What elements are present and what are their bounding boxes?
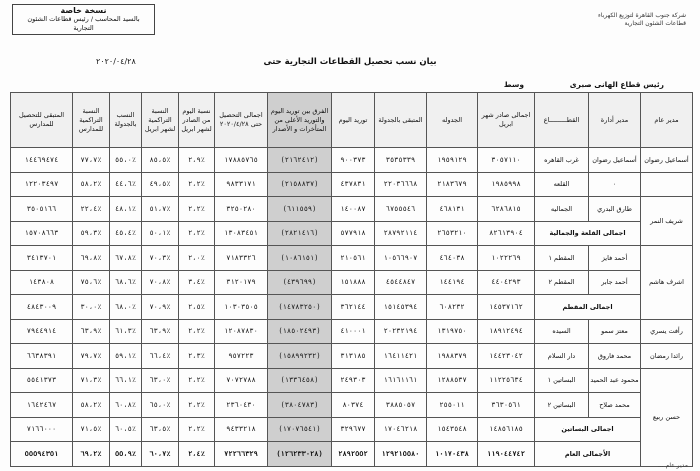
diff-cell: (٣٨٠٤٧٨٣) bbox=[268, 393, 332, 418]
psch-cell: ٪٦٩،٢ bbox=[73, 442, 110, 467]
column-header: المتبقى للتحصيل للمدارس bbox=[11, 93, 73, 148]
manager-cell: أحمد فايز bbox=[589, 246, 641, 271]
sched-cell: ٦٠٨٢٣٢ bbox=[427, 295, 478, 320]
issued-cell: ١٩٨٥٩٩٨ bbox=[478, 172, 535, 197]
sched-cell: ٤٦٤٠٣٨ bbox=[427, 246, 478, 271]
coll-cell: ٣٢٥٠٢٨٠ bbox=[215, 197, 268, 222]
psch-cell: ٪٦٩،٨ bbox=[73, 246, 110, 271]
today-cell: ١٤٠٠٨٧ bbox=[332, 197, 375, 222]
today-cell: ٣٦٢١٤٤ bbox=[332, 295, 375, 320]
ps-cell: ٪٦٠،٥ bbox=[110, 417, 142, 442]
report-title: بيان نسب تحصيل القطاعات التجارية حتى bbox=[263, 57, 437, 67]
pc-cell: ٪٤٩،٥ bbox=[142, 172, 179, 197]
rsch-cell: ١٤٤٦٩٤٧٤ bbox=[11, 148, 73, 173]
rsch-cell: ١٥٧٠٨٦٦٣ bbox=[11, 221, 73, 246]
ps-cell: ٪٦٠،٨ bbox=[110, 393, 142, 418]
today-cell: ٢٨٩٢٥٥٢ bbox=[332, 442, 375, 467]
column-header: القطـــــــــاع bbox=[535, 93, 589, 148]
table-row bbox=[11, 319, 693, 344]
general-manager-cell: شريف النمر bbox=[641, 197, 693, 246]
pc-cell: ٪٦٣،٥ bbox=[142, 417, 179, 442]
sector-cell: دار السلام bbox=[535, 344, 589, 369]
remain-cell: ٢٨٧٩٢١١٤ bbox=[375, 221, 427, 246]
issued-cell: ٣٠٥٧١١٠ bbox=[478, 148, 535, 173]
table-row bbox=[11, 172, 693, 197]
column-header: اجمالى التحصيل حتى ٢٠٢٠/٤/٢٨ bbox=[215, 93, 268, 148]
diff-cell: (١٨٥٠٢٤٩٣) bbox=[268, 319, 332, 344]
remain-cell: ٤٥٤٤٨٤٧ bbox=[375, 270, 427, 295]
today-cell: ٢٤٩٣٠٣ bbox=[332, 368, 375, 393]
psch-cell: ٪٧١،٣ bbox=[73, 368, 110, 393]
pt-cell: ٪٢،٠ bbox=[179, 246, 215, 271]
sector-cell: القلعه bbox=[535, 172, 589, 197]
manager-cell: طارق البدري bbox=[589, 197, 641, 222]
diff-cell: (٢١٦٢٤١٢) bbox=[268, 148, 332, 173]
column-header: توريد اليوم bbox=[332, 93, 375, 148]
rsch-cell: ٥٥٥٩٤٣٥١ bbox=[11, 442, 73, 467]
rsch-cell: ٥٥٤١٣٧٣ bbox=[11, 368, 73, 393]
pt-cell: ٪٢،٢ bbox=[179, 319, 215, 344]
sched-cell: ١٠١٧٠٤٣٨ bbox=[427, 442, 478, 467]
sched-cell: ١٢٨٨٥٣٧ bbox=[427, 368, 478, 393]
today-cell: ٢١٠٥٦١ bbox=[332, 246, 375, 271]
ps-cell: ٪٥٩،١ bbox=[110, 344, 142, 369]
diff-cell: (١٣٣٦٤٥٨) bbox=[268, 368, 332, 393]
ps-cell: ٪٦١،٣ bbox=[110, 319, 142, 344]
manager-cell: محمود عبد الحميد bbox=[589, 368, 641, 393]
subtotal-label-cell: اجمالى البساتين bbox=[535, 417, 641, 442]
pt-cell: ٪٢،٣ bbox=[179, 344, 215, 369]
today-cell: ١٥١٨٨٨ bbox=[332, 270, 375, 295]
pc-cell: ٪٥١،٧ bbox=[142, 197, 179, 222]
coll-cell: ١٣٠٨٣٤٥١ bbox=[215, 221, 268, 246]
pc-cell: ٪٧٠،٣ bbox=[142, 246, 179, 271]
coll-cell: ١٧٨٨٥٧٦٥ bbox=[215, 148, 268, 173]
footnote: مدير عام ... bbox=[657, 462, 688, 469]
remain-cell: ٣٨٨٥٠٥٧ bbox=[375, 393, 427, 418]
coll-cell: ١٢٠٨٧٨٣٠ bbox=[215, 319, 268, 344]
pt-cell: ٪٣،٤ bbox=[179, 270, 215, 295]
special-copy-box bbox=[12, 4, 155, 35]
diff-cell: (٢٨٢١٤١٦) bbox=[268, 221, 332, 246]
ps-cell: ٪٤٨،١ bbox=[110, 197, 142, 222]
today-cell: ٩٠٠٣٧٣ bbox=[332, 148, 375, 173]
remain-cell: ٣٥٣٥٣٣٩ bbox=[375, 148, 427, 173]
general-manager-cell: رأفت يسري bbox=[641, 319, 693, 344]
psch-cell: ٪٥٨،٢ bbox=[73, 393, 110, 418]
diff-cell: (١٥٨٩٩٢٣٢) bbox=[268, 344, 332, 369]
column-header: الفرق بين توريد اليوم والتوريد الأعلى من المتأخرات و الأصدار bbox=[268, 93, 332, 148]
sched-cell: ٤٦٨١٣١ bbox=[427, 197, 478, 222]
table-row bbox=[11, 246, 693, 271]
rsch-cell: ٤٨٤٣٠٠٩ bbox=[11, 295, 73, 320]
remain-cell: ١٧٠٤٦٢١٨ bbox=[375, 417, 427, 442]
sector-chief: رئيس قطاع الهانى صبرى bbox=[569, 80, 664, 89]
subtotal-row bbox=[11, 417, 693, 442]
remain-cell: ١٦١٦١١٦١ bbox=[375, 368, 427, 393]
diff-cell: (١٤٧٨٣٢٥٠) bbox=[268, 295, 332, 320]
ps-cell: ٪٤٤،٦ bbox=[110, 172, 142, 197]
special-copy-title: نسخة خاصة bbox=[60, 6, 107, 15]
subtotal-row bbox=[11, 221, 693, 246]
pc-cell: ٪٦٦،٤ bbox=[142, 344, 179, 369]
special-copy-recipient-cont: التجارية bbox=[73, 24, 94, 32]
coll-cell: ٧٠٧٢٧٨٨ bbox=[215, 368, 268, 393]
psch-cell: ٪٧١،٥ bbox=[73, 417, 110, 442]
company-name: شركة جنوب القاهرة لتوزيع الكهرباء bbox=[598, 12, 686, 19]
manager-cell: أسماعيل رضوان bbox=[589, 148, 641, 173]
issued-cell: ١٤٤٢٣٠٤٢ bbox=[478, 344, 535, 369]
issued-cell: ٣٦٣٠٥٦١ bbox=[478, 393, 535, 418]
grand-total-row bbox=[11, 442, 693, 467]
general-manager-cell: حسن ربيع bbox=[641, 368, 693, 466]
sector-cell: غرب القاهره bbox=[535, 148, 589, 173]
pc-cell: ٪٥٠،١ bbox=[142, 221, 179, 246]
general-manager-cell: أسماعيل رضوان bbox=[641, 148, 693, 173]
sched-cell: ٢١٨٣٦٧٩ bbox=[427, 172, 478, 197]
remain-cell: ٦٧٥٥٥٤٦ bbox=[375, 197, 427, 222]
sched-cell: ١٤٤١٩٤ bbox=[427, 270, 478, 295]
pt-cell: ٪٢،٤ bbox=[179, 442, 215, 467]
ps-cell: ٪٦٧،٨ bbox=[110, 246, 142, 271]
psch-cell: ٪٧٩،٧ bbox=[73, 344, 110, 369]
issued-cell: ٦٢٨٦٨١٥ bbox=[478, 197, 535, 222]
today-cell: ٤١٠٠٠١ bbox=[332, 319, 375, 344]
diff-cell: (١٠٨٦١٥١) bbox=[268, 246, 332, 271]
coll-cell: ٩٤٣٣٢١٨ bbox=[215, 417, 268, 442]
region-label: وسط bbox=[503, 80, 524, 89]
manager-cell: أحمد جابر bbox=[589, 270, 641, 295]
column-header: المتبقى بالجدولة bbox=[375, 93, 427, 148]
column-header: مدير عام bbox=[641, 93, 693, 148]
general-manager-cell bbox=[641, 172, 693, 197]
table-body bbox=[11, 148, 693, 467]
psch-cell: ٪٦٣،٩ bbox=[73, 319, 110, 344]
report-date: ٢٠٢٠/٠٤/٢٨ bbox=[96, 57, 136, 66]
pc-cell: ٪٦٣،٠ bbox=[142, 368, 179, 393]
remain-cell: ١٠٥٦٦٩٠٧ bbox=[375, 246, 427, 271]
table-row bbox=[11, 368, 693, 393]
general-manager-cell: رائدا رمضان bbox=[641, 344, 693, 369]
column-header: النسبة التراكمية للمدارس bbox=[73, 93, 110, 148]
pt-cell: ٪٢،٢ bbox=[179, 197, 215, 222]
pc-cell: ٪٦٣،٩ bbox=[142, 319, 179, 344]
issued-cell: ١١٢٢٥٦٣٤ bbox=[478, 368, 535, 393]
psch-cell: ٪٥٨،٢ bbox=[73, 172, 110, 197]
pc-cell: ٪٧٠،٨ bbox=[142, 270, 179, 295]
pt-cell: ٪٢،٩ bbox=[179, 148, 215, 173]
pc-cell: ٪٨٥،٥ bbox=[142, 148, 179, 173]
diff-cell: (٤٣٩٦٩٩) bbox=[268, 270, 332, 295]
rsch-cell: ٧٩٤٤٩١٤ bbox=[11, 319, 73, 344]
ps-cell: ٪٥٥،٩ bbox=[110, 442, 142, 467]
diff-cell: (١٧٠٧٦٥٤١) bbox=[268, 417, 332, 442]
subtotal-label-cell: اجمالى القلعة والجمالية bbox=[535, 221, 641, 246]
remain-cell: ٢٢٠٣٦٦٦٨ bbox=[375, 172, 427, 197]
remain-cell: ١٥١٤٥٣٩٤ bbox=[375, 295, 427, 320]
column-header: اجمالى صادر شهر ابريل bbox=[478, 93, 535, 148]
total-label-cell: الأجمالى العام bbox=[535, 442, 641, 467]
pt-cell: ٪٢،٢ bbox=[179, 172, 215, 197]
special-copy-recipient: بالسيد المحاسب / رئيس قطاعات الشئون bbox=[27, 15, 140, 23]
rsch-cell: ٧١٦٦٠٠٠ bbox=[11, 417, 73, 442]
sched-cell: ٢٦٥٣٢١٠ bbox=[427, 221, 478, 246]
issued-cell: ١١٩٠٤٤٧٤٢ bbox=[478, 442, 535, 467]
general-manager-cell: اشرف هاشم bbox=[641, 246, 693, 320]
today-cell: ٨٠٣٧٤ bbox=[332, 393, 375, 418]
rsch-cell: ١٤٣٨٠٨ bbox=[11, 270, 73, 295]
ps-cell: ٪٦٦،١ bbox=[110, 368, 142, 393]
coll-cell: ٣١٢٠١٧٩ bbox=[215, 270, 268, 295]
table-row bbox=[11, 148, 693, 173]
issued-cell: ١٠٢٢٢٦٩ bbox=[478, 246, 535, 271]
table-row bbox=[11, 344, 693, 369]
column-header: مدير أدارة bbox=[589, 93, 641, 148]
pt-cell: ٪٢،٢ bbox=[179, 368, 215, 393]
header-row bbox=[11, 93, 693, 148]
sector-cell: البساتين ١ bbox=[535, 368, 589, 393]
pc-cell: ٪٦٠،٧ bbox=[142, 442, 179, 467]
issued-cell: ١٨٩١٢٤٩٤ bbox=[478, 319, 535, 344]
sector-cell: البساتين ٢ bbox=[535, 393, 589, 418]
sched-cell: ١٥٤٣٥٤٨ bbox=[427, 417, 478, 442]
psch-cell: ٪٧٥،٦ bbox=[73, 270, 110, 295]
ps-cell: ٪٦٨،٦ bbox=[110, 270, 142, 295]
issued-cell: ٤٤٠٤٢٩٣ bbox=[478, 270, 535, 295]
diff-cell: (٦١١٥٥٩) bbox=[268, 197, 332, 222]
column-header: النسب بالجدولة bbox=[110, 93, 142, 148]
sched-cell: ١٩٥٩١٢٩ bbox=[427, 148, 478, 173]
coll-cell: ٩٥٧٢٢٣ bbox=[215, 344, 268, 369]
subtotal-label-cell: اجمالى المقطم bbox=[535, 295, 641, 320]
coll-cell: ١٠٣٠٣٥٠٥ bbox=[215, 295, 268, 320]
diff-cell: (١٢٦٢٣٣٠٢٨) bbox=[268, 442, 332, 467]
table-row bbox=[11, 393, 693, 418]
issued-cell: ٨٢٦١٣٩٠٤ bbox=[478, 221, 535, 246]
coll-cell: ٩٨٣٣١٧١ bbox=[215, 172, 268, 197]
ps-cell: ٪٦٨،٠ bbox=[110, 295, 142, 320]
sched-cell: ١٩٨٨٣٧٩ bbox=[427, 344, 478, 369]
column-header: النسبة التراكمية لشهر ابريل bbox=[142, 93, 179, 148]
issued-cell: ١٤٥٣٧١٦٢ bbox=[478, 295, 535, 320]
pc-cell: ٪٦٥،٠ bbox=[142, 393, 179, 418]
remain-cell: ١٦٤١١٤٢١ bbox=[375, 344, 427, 369]
rsch-cell: ١٢٢٠٣٤٩٧ bbox=[11, 172, 73, 197]
company-department: قطاعات الشئون التجارية bbox=[624, 20, 686, 27]
ps-cell: ٪٤٥،٤ bbox=[110, 221, 142, 246]
pt-cell: ٪٢،٢ bbox=[179, 393, 215, 418]
sched-cell: ٢٥٥٠١١ bbox=[427, 393, 478, 418]
manager-cell: محمد صلاح bbox=[589, 393, 641, 418]
rsch-cell: ١٦٤٢٤٦٧ bbox=[11, 393, 73, 418]
sched-cell: ١٣١٩٧٥٠ bbox=[427, 319, 478, 344]
table-row bbox=[11, 270, 693, 295]
psch-cell: ٪٣٠،٠ bbox=[73, 295, 110, 320]
sector-cell: المقطم ١ bbox=[535, 246, 589, 271]
pt-cell: ٪٢،٢ bbox=[179, 221, 215, 246]
sector-cell: السيده bbox=[535, 319, 589, 344]
sector-cell: الجماليه bbox=[535, 197, 589, 222]
remain-cell: ٢٠٢٣٢١٩٤ bbox=[375, 319, 427, 344]
today-cell: ٤٣٧٨٣١ bbox=[332, 172, 375, 197]
psch-cell: ٪٢٢،٤ bbox=[73, 197, 110, 222]
issued-cell: ١٤٨٥٦١٨٥ bbox=[478, 417, 535, 442]
table-row bbox=[11, 197, 693, 222]
pt-cell: ٪٢،٢ bbox=[179, 417, 215, 442]
sector-cell: المقطم ٢ bbox=[535, 270, 589, 295]
today-cell: ٣١٣١٨٥ bbox=[332, 344, 375, 369]
today-cell: ٥٧٧٩١٨ bbox=[332, 221, 375, 246]
diff-cell: (٢١٥٨٨٣٧) bbox=[268, 172, 332, 197]
pc-cell: ٪٧٠،٩ bbox=[142, 295, 179, 320]
ps-cell: ٪٥٥،٠ bbox=[110, 148, 142, 173]
rsch-cell: ٣٥٠٥١٦٦ bbox=[11, 197, 73, 222]
subtotal-row bbox=[11, 295, 693, 320]
coll-cell: ٧١٨٣٣٢٦ bbox=[215, 246, 268, 271]
pt-cell: ٪٢،٥ bbox=[179, 295, 215, 320]
today-cell: ٣٢٩٦٧٧ bbox=[332, 417, 375, 442]
coll-cell: ٧٢٢٦٦٣٢٩ bbox=[215, 442, 268, 467]
manager-cell: ٠ bbox=[589, 172, 641, 197]
psch-cell: ٪٥٩،٣ bbox=[73, 221, 110, 246]
coll-cell: ٢٣٦٠٤٣٠ bbox=[215, 393, 268, 418]
rsch-cell: ٣٤١٣٧٠١ bbox=[11, 246, 73, 271]
manager-cell: محمد فاروق bbox=[589, 344, 641, 369]
company-header bbox=[546, 12, 686, 28]
column-header: نسبة اليوم من الصادر لشهر ابريل bbox=[179, 93, 215, 148]
remain-cell: ١٢٩٢١٥٥٨٠ bbox=[375, 442, 427, 467]
manager-cell: معتز سمو bbox=[589, 319, 641, 344]
collection-table bbox=[10, 92, 693, 467]
psch-cell: ٪٧٧،٧ bbox=[73, 148, 110, 173]
column-header: الجدوله bbox=[427, 93, 478, 148]
rsch-cell: ٦٦٣٨٣٩١ bbox=[11, 344, 73, 369]
